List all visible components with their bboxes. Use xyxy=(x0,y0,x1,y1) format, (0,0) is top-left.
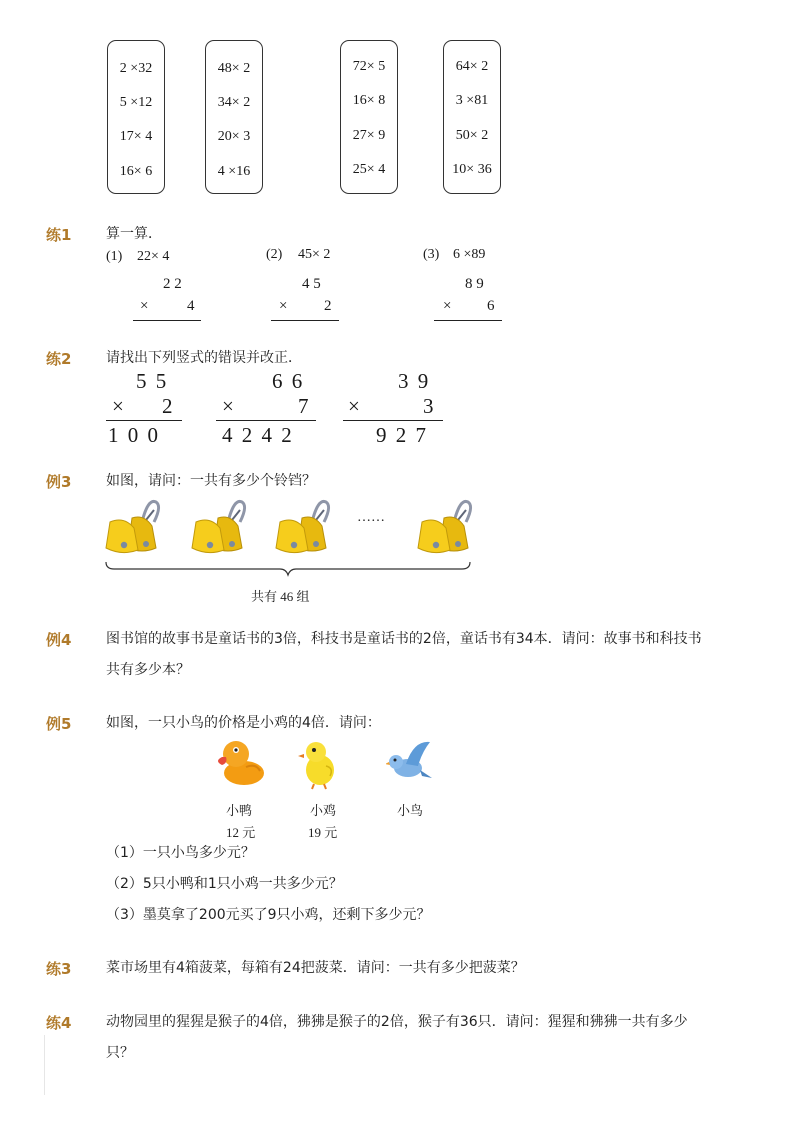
exercise-title: 请找出下列竖式的错误并改正． xyxy=(106,350,302,366)
animal-price: 19 元 xyxy=(308,825,338,840)
calc-item: 4 ×16 xyxy=(217,164,251,179)
vertical-result: 4 2 4 2 xyxy=(222,423,294,447)
bell-group-icon xyxy=(276,501,329,552)
duck-icon xyxy=(214,737,268,787)
times-sign: × xyxy=(222,394,234,418)
calc-item: 50× 2 xyxy=(455,128,489,143)
calc-item: 16× 6 xyxy=(119,164,153,179)
example-text: 图书馆的故事书是童话书的3倍，科技书是童话书的2倍，童话书有34本．请问：故事书和科技书 xyxy=(106,631,702,647)
problem-expression: 6 ×89 xyxy=(453,247,486,262)
animal-name: 小鸟 xyxy=(397,803,424,818)
calc-item: 3 ×81 xyxy=(455,93,489,108)
calc-box-3 xyxy=(340,40,398,194)
animal-name: 小鸭 xyxy=(226,803,253,818)
exercise-text: 只？ xyxy=(106,1045,134,1061)
bell-group-icon xyxy=(192,501,245,552)
calc-item: 25× 4 xyxy=(352,162,386,177)
brace-icon xyxy=(104,560,472,578)
question: （3）墨莫拿了200元买了9只小鸡，还剩下多少元？ xyxy=(106,907,431,923)
times-sign: × xyxy=(279,298,288,314)
calc-item: 16× 8 xyxy=(352,93,386,108)
problem-expression: 22× 4 xyxy=(137,249,170,264)
vertical-line xyxy=(133,320,201,321)
calc-box-1 xyxy=(107,40,165,194)
vertical-result: 1 0 0 xyxy=(108,423,160,447)
calc-item: 20× 3 xyxy=(217,129,251,144)
vertical-multiplier: 7 xyxy=(298,394,309,418)
calc-item: 2 ×32 xyxy=(119,61,153,76)
bell-groups xyxy=(100,492,480,562)
question: （2）5只小鸭和1只小鸡一共多少元？ xyxy=(106,876,343,892)
animal-name: 小鸡 xyxy=(310,803,337,818)
problem-number: (3) xyxy=(423,247,440,262)
vertical-line xyxy=(343,420,443,421)
calc-item: 34× 2 xyxy=(217,95,251,110)
chick-icon xyxy=(296,738,342,790)
vertical-line xyxy=(106,420,182,421)
exercise-label: 练3 xyxy=(46,960,72,978)
example-label: 例5 xyxy=(46,715,72,733)
margin-line xyxy=(44,1035,45,1095)
example-label: 例4 xyxy=(46,631,72,649)
exercise-text: 动物园里的猩猩是猴子的4倍，狒狒是猴子的2倍，猴子有36只．请问：猩猩和狒狒一共有多少 xyxy=(106,1014,688,1030)
vertical-multiplier: 3 xyxy=(423,394,434,418)
calc-box-2 xyxy=(205,40,263,194)
exercise-label: 练1 xyxy=(46,226,72,244)
vertical-multiplier: 2 xyxy=(162,394,173,418)
vertical-multiplier: 6 xyxy=(487,298,495,314)
vertical-top: 8 9 xyxy=(465,276,484,292)
example-text: 共有多少本？ xyxy=(106,662,190,678)
calc-item: 48× 2 xyxy=(217,61,251,76)
times-sign: × xyxy=(140,298,149,314)
problem-number: (2) xyxy=(266,247,283,262)
bell-group-icon xyxy=(106,501,159,552)
calc-item: 5 ×12 xyxy=(119,95,153,110)
vertical-line xyxy=(271,320,339,321)
vertical-multiplier: 4 xyxy=(187,298,195,314)
vertical-top: 3 9 xyxy=(398,369,431,393)
vertical-line xyxy=(216,420,316,421)
vertical-top: 4 5 xyxy=(302,276,321,292)
calc-box-4 xyxy=(443,40,501,194)
example-title: 如图，一只小鸟的价格是小鸡的4倍．请问： xyxy=(106,715,381,731)
bird-icon xyxy=(386,738,434,786)
calc-item: 27× 9 xyxy=(352,128,386,143)
problem-expression: 45× 2 xyxy=(298,247,331,262)
ellipsis: …… xyxy=(357,510,385,525)
exercise-text: 菜市场里有4箱菠菜，每箱有24把菠菜．请问：一共有多少把菠菜？ xyxy=(106,960,525,976)
exercise-label: 练4 xyxy=(46,1014,72,1032)
vertical-top: 2 2 xyxy=(163,276,182,292)
exercise-title: 算一算． xyxy=(106,226,162,242)
vertical-top: 6 6 xyxy=(272,369,305,393)
times-sign: × xyxy=(443,298,452,314)
times-sign: × xyxy=(112,394,124,418)
calc-item: 72× 5 xyxy=(352,59,386,74)
example-label: 例3 xyxy=(46,473,72,491)
bell-group-icon xyxy=(418,501,471,552)
question: （1）一只小鸟多少元？ xyxy=(106,845,255,861)
problem-number: (1) xyxy=(106,249,123,264)
vertical-result: 9 2 7 xyxy=(376,423,428,447)
calc-item: 17× 4 xyxy=(119,129,153,144)
animal-price: 12 元 xyxy=(226,825,256,840)
vertical-line xyxy=(434,320,502,321)
example-title: 如图，请问：一共有多少个铃铛？ xyxy=(106,473,316,489)
times-sign: × xyxy=(348,394,360,418)
vertical-multiplier: 2 xyxy=(324,298,332,314)
calc-item: 10× 36 xyxy=(452,162,492,177)
exercise-label: 练2 xyxy=(46,350,72,368)
brace-label: 共有 46 组 xyxy=(251,589,310,604)
vertical-top: 5 5 xyxy=(136,369,169,393)
calc-item: 64× 2 xyxy=(455,59,489,74)
